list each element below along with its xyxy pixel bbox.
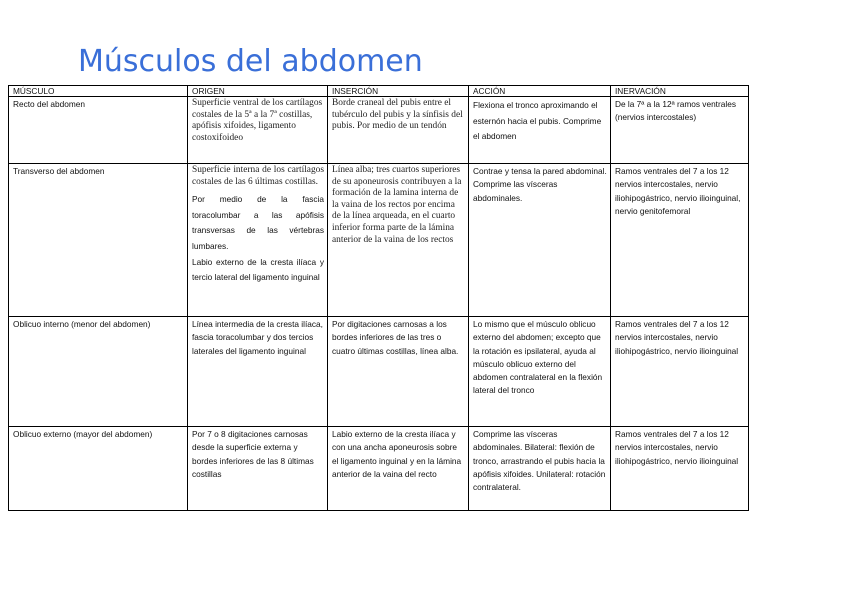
cell-insertion	[328, 427, 469, 511]
cell-action	[469, 317, 611, 427]
cell-text: Superficie ventral de los cartílagos costales de la 5ª a la 7ª costillas, apófisis xifoides, ligamento costoxifoideo	[192, 98, 323, 143]
cell-innervation	[611, 97, 749, 164]
cell-text: Por 7 o 8 digitaciones carnosas desde la superficie externa y bordes inferiores de las 8 últimas costillas	[192, 429, 314, 479]
cell-text: Ramos ventrales del 7 a los 12 nervios intercostales, nervio iliohipogástrico, nervio ilioinguinal, nervio genitofemoral	[615, 166, 741, 216]
cell-origin	[188, 97, 328, 164]
page-title: Músculos del abdomen	[78, 44, 423, 79]
header-origen: ORIGEN	[188, 86, 328, 97]
header-accion: ACCIÓN	[469, 86, 611, 97]
table-row	[9, 317, 749, 427]
cell-text: Por medio de la fascia toracolumbar a las apófisis transversas de las vértebras lumbares.	[192, 194, 324, 251]
cell-insertion	[328, 97, 469, 164]
cell-muscle: Recto del abdomen	[9, 97, 188, 164]
cell-origin	[188, 317, 328, 427]
cell-muscle: Oblicuo externo (mayor del abdomen)	[9, 427, 188, 511]
cell-innervation	[611, 164, 749, 317]
cell-action	[469, 427, 611, 511]
table-row	[9, 97, 749, 164]
header-inervacion: INERVACIÓN	[611, 86, 749, 97]
cell-innervation	[611, 427, 749, 511]
cell-insertion	[328, 164, 469, 317]
cell-origin	[188, 164, 328, 317]
cell-text: Labio externo de la cresta ilíaca y con una ancha aponeurosis sobre el ligamento inguinal y en la lámina anterior de la vaina del recto	[332, 429, 462, 479]
cell-text: Por digitaciones carnosas a los bordes inferiores de las tres o cuatro últimas costillas, línea alba.	[332, 319, 459, 356]
cell-insertion	[328, 317, 469, 427]
cell-origin	[188, 427, 328, 511]
cell-text: De la 7ª a la 12ª ramos ventrales (nervios intercostales)	[615, 99, 736, 123]
cell-muscle: Oblicuo interno (menor del abdomen)	[9, 317, 188, 427]
table-row	[9, 164, 749, 317]
cell-text: Labio externo de la cresta ilíaca y tercio lateral del ligamento inguinal	[192, 256, 324, 283]
cell-text: Comprime las vísceras abdominales.	[473, 179, 558, 203]
cell-text: Lo mismo que el músculo oblicuo externo del abdomen; excepto que la rotación es ipsilateral, ayuda al músculo oblicuo externo del abdomen contralateral en la flexión lateral del tronco	[473, 319, 603, 396]
cell-text: Comprime las vísceras abdominales. Bilateral: flexión de tronco, arrastrando el pubis hacia la apófisis xifoides. Unilateral: rotación contralateral.	[473, 429, 606, 493]
muscles-table	[8, 85, 749, 511]
cell-innervation	[611, 317, 749, 427]
cell-text: Ramos ventrales del 7 a los 12 nervios intercostales, nervio iliohipogástrico, nervio ilioinguinal	[615, 429, 739, 466]
table-row	[9, 427, 749, 511]
cell-action	[469, 164, 611, 317]
cell-muscle: Transverso del abdomen	[9, 164, 188, 317]
cell-text: Ramos ventrales del 7 a los 12 nervios intercostales, nervio iliohipogástrico, nervio ilioinguinal	[615, 319, 739, 356]
cell-action	[469, 97, 611, 164]
cell-text: Línea intermedia de la cresta ilíaca, fascia toracolumbar y dos tercios laterales del ligamento inguinal	[192, 319, 323, 356]
cell-text: Flexiona el tronco aproximando el esternón hacia el pubis. Comprime el abdomen	[473, 100, 602, 142]
cell-text: Contrae y tensa la pared abdominal.	[473, 166, 607, 176]
header-musculo: MÚSCULO	[9, 86, 188, 97]
header-insercion: INSERCIÓN	[328, 86, 469, 97]
cell-text: Línea alba; tres cuartos superiores de su aponeurosis contribuyen a la formación de la lamina interna de la vaina de los rectos por encima de la línea arqueada, en el cuarto inferior forma parte de la lámina anterior de la vaina de los rectos	[332, 165, 462, 245]
table-header-row	[9, 86, 749, 97]
cell-text: Superficie interna de los cartílagos costales de las 6 últimas costillas.	[192, 165, 324, 187]
cell-text: Borde craneal del pubis entre el tubérculo del pubis y la sínfisis del pubis. Por medio de un tendón	[332, 98, 463, 132]
